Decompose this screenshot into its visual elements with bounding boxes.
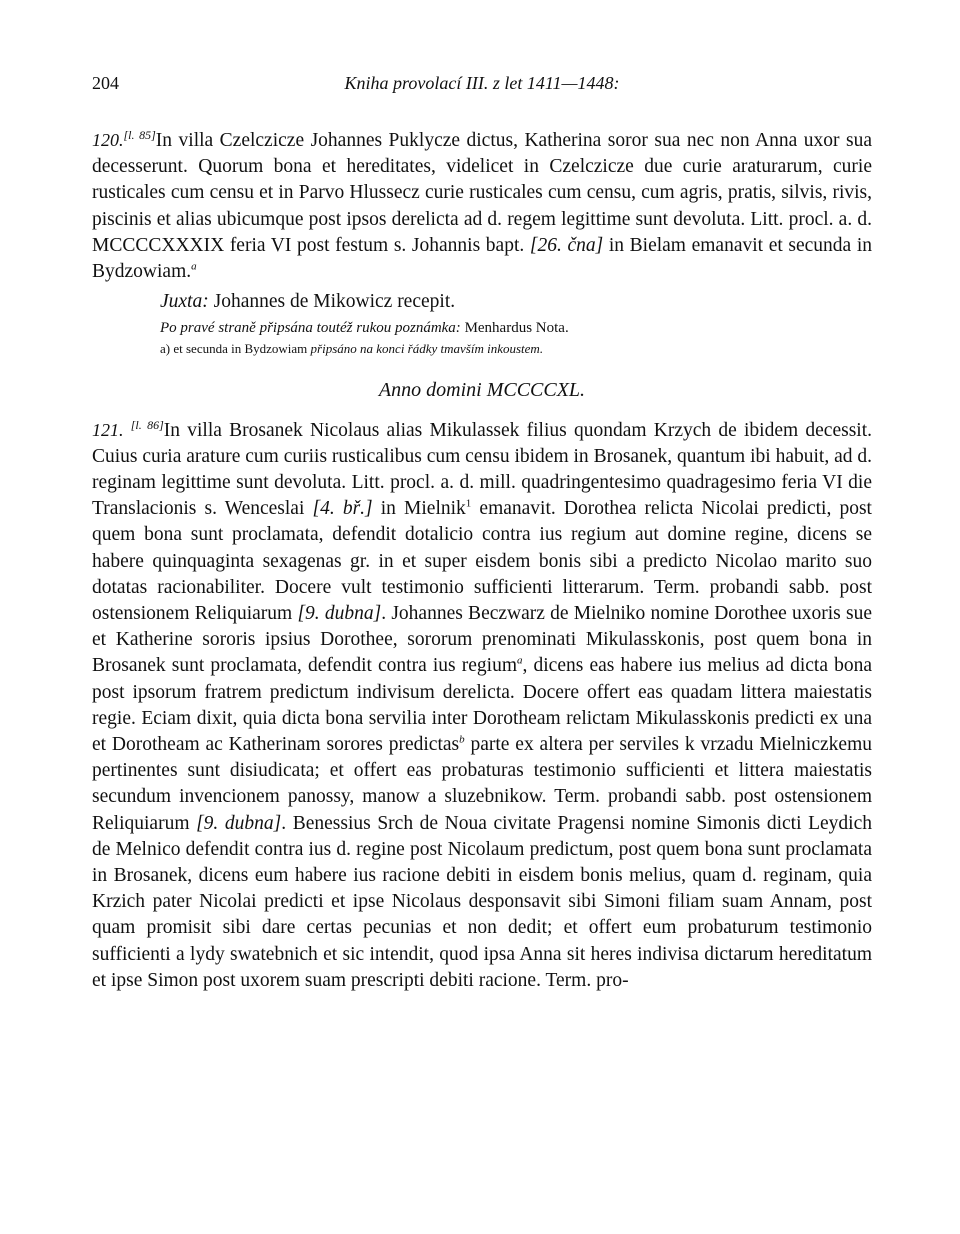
margin-note-italic: Po pravé straně připsána toutéž rukou poznámka: [160, 320, 461, 337]
entry-text-4: . Johannes Beczwarz de Mielniko nomine Dorothee uxoris sue et Katherine sororis ipsius Dorothee, sororum prenominati Mikulasskonis, post quem bona in Brosanek sunt proclamata, defendit contra ius regium [92, 603, 872, 677]
footnote-mark: a [191, 260, 197, 273]
running-title: Kniha provolací III. z let 1411—1448: [344, 73, 620, 93]
entry-text-end: in Bielam emanavit et secunda in Bydzowiam. [92, 234, 872, 283]
superscript-a: a [517, 654, 523, 667]
entry-number: 120. [92, 130, 124, 150]
entry-text-3: emanavit. Dorothea relicta Nicolai predicti, post quem bona sunt proclamata, defendit dotalicio contra ius regium aut domine regine, dicens se habere quinquaginta sexagenas gr. in et super eisdem bonis sibi a predicto Nicolao marito suo dotatas racionabiliter. Docere vult testimonio sufficienti litterarum. Term. probandi sabb. post ostensionem Reliquiarum [92, 498, 872, 625]
date-note-1: [4. bř.] [312, 498, 373, 520]
date-note-3: [9. dubna] [196, 812, 282, 834]
superscript-1: 1 [465, 497, 472, 510]
folio-ref: [l. 85] [123, 128, 156, 142]
year-heading: Anno domini MCCCCXL. [378, 379, 586, 402]
footnote-label: a) [160, 341, 171, 357]
entry-text-7: . Benessius Srch de Noua civitate Pragensi nomine Simonis dicti Leydich de Melnico defendit contra ius d. regine post Nicolaum predictum, post quem bona sunt proclamata in Brosanek, dicens eum habere ius racione debiti in eisdem bonis melius, quam d. reginam, quia Krzich pater Nicolai predicti et ipse Nicolaus desponsavit sibi Simoni filiam suam Annam, post quam promisit sibi dare certas pecunias et non dedit; et offert eum probaturum testimonio sufficienti a lydy swatebnich et sic intendit, quod ipsa Anna sit heres indivisa dictarum hereditatum et ipse Simon post uxorem suam prescripti debiti racione. Term. pro- [92, 812, 873, 991]
footnote [160, 339, 872, 359]
page-number: 204 [92, 73, 119, 93]
superscript-b: b [459, 733, 465, 746]
juxta-label: Juxta: [160, 291, 209, 313]
entry-text: In villa Czelczicze Johannes Puklycze dictus, Katherina soror sua nec non Anna uxor sua decesserunt. Quorum bona et hereditates, videlicet in Czelczicze due curie araturarum, curie rusticales cum censu et in Parvo Hlussecz curie rusticales cum censu, cum agris, pratis, silvis, rivis, piscinis et alias ubicumque post ipsos derelicta ad d. regem legittime sunt devoluta. Litt. procl. a. d. MCCCCXXXIX feria VI post festum s. Johannis bapt. [92, 130, 872, 256]
margin-note [160, 317, 872, 339]
entry-number: 121. [92, 419, 124, 440]
juxta-text: Johannes de Mikowicz recepit. [208, 291, 456, 313]
footnote-italic: připsáno na konci řádky tmavším inkoustem. [310, 341, 544, 357]
entry-text-1: In villa Brosanek Nicolaus alias Mikulassek filius quondam Krzych de ibidem decessit. Cuius curia arature cum curiis rusticalibus cum censu ibidem in Brosanek, quantum ibi habuit, ad d. reginam legittime sunt devoluta. Litt. procl. a. d. mill. quadringentesimo quadragesimo feria VI die Translacionis s. Wenceslai [92, 419, 872, 520]
date-note: [26. čna] [529, 234, 604, 256]
page-header [92, 70, 872, 100]
folio-ref: [l. 86] [130, 417, 164, 432]
entry-121 [92, 412, 872, 994]
entry-120 [92, 122, 872, 285]
document-page [92, 70, 872, 994]
entry-text-6: parte ex altera per serviles k vrzadu Mielniczkemu pertinentes sunt disiudicata; et offert eas probaturas testimonio sufficienti et littera maiestatis secundum invencionem panossy, manow a sluzebnikow. Term. probandi sabb. post ostensionem Reliquiarum [92, 734, 872, 834]
entry-text-5: , dicens eas habere ius melius ad dicta bona post ipsorum fratrem predictum indivisum derelicta. Docere offert eas quadam littera maiestatis regie. Eciam dixit, quia dicta bona servilia inter Dorotheam relictam Mikulasskonis predicti ex una et Dorotheam ac Katherinam sorores predictas [92, 655, 872, 756]
entry-text-2: in Mielnik [372, 498, 466, 520]
date-note-2: [9. dubna] [297, 603, 382, 625]
margin-note-text: Menhardus Nota. [460, 320, 569, 337]
juxta-line [160, 289, 872, 315]
footnote-text: et secunda in Bydzowiam [170, 341, 311, 357]
